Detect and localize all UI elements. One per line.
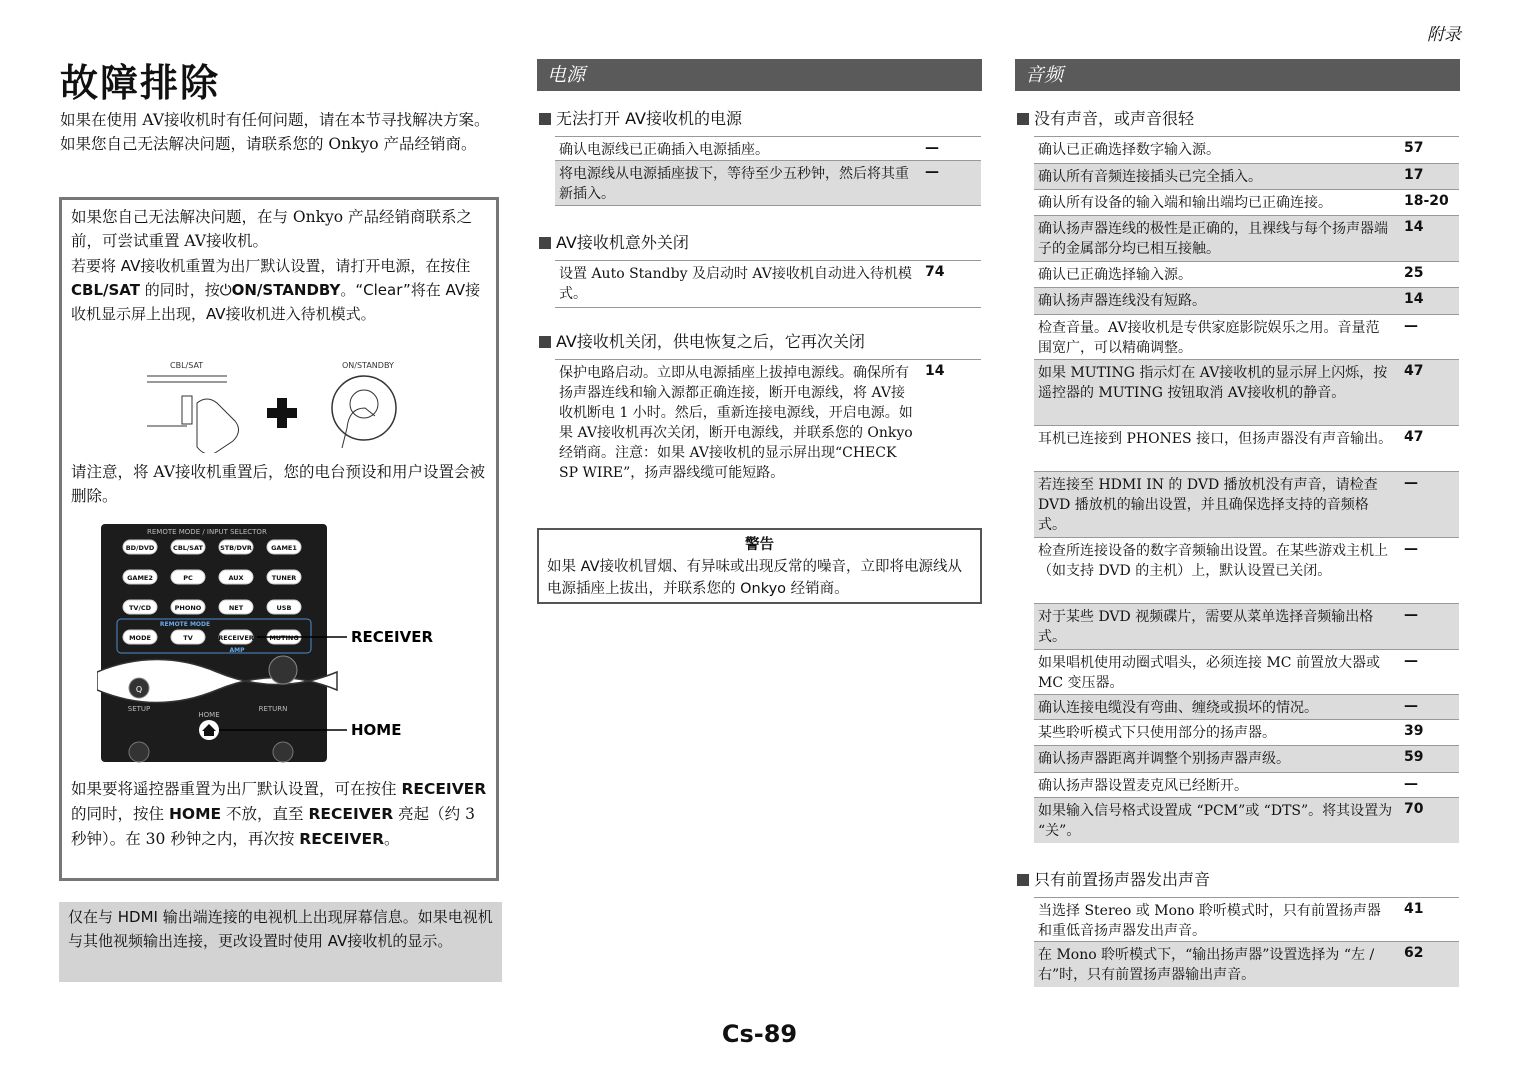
svg-text:STB/DVR: STB/DVR [220, 544, 252, 552]
svg-text:GAME2: GAME2 [127, 574, 153, 582]
svg-text:TV: TV [183, 634, 193, 642]
reset-para-2: 若要将 AV接收机重置为出厂默认设置，请打开电源，在按住 CBL/SAT 的同时，按⏻ON/STANDBY。“Clear”将在 AV接收机显示屏上出现，AV接收机进入待机模式。 [71, 257, 481, 323]
intro-text: 如果在使用 AV接收机时有任何问题，请在本节寻找解决方案。如果您自己无法解决问题，请联系您的 Onkyo 产品经销商。 [60, 111, 490, 153]
table-row: 设置 Auto Standby 及启动时 AV接收机自动进入待机模式。 74 [555, 260, 981, 308]
svg-text:AUX: AUX [228, 574, 244, 582]
svg-text:REMOTE MODE / INPUT SELECTOR: REMOTE MODE / INPUT SELECTOR [147, 528, 267, 536]
table-row: 当选择 Stereo 或 Mono 聆听模式时，只有前置扬声器和重低音扬声器发出声音。 41 [1034, 897, 1459, 941]
svg-text:RETURN: RETURN [258, 705, 288, 713]
power-icon: ⏻ [219, 281, 232, 299]
warning-box [537, 528, 982, 604]
table-row: 确认扬声器距离并调整个别扬声器声级。 59 [1034, 745, 1459, 772]
reset-para-3: 请注意，将 AV接收机重置后，您的电台预设和用户设置会被删除。 [71, 463, 486, 505]
audio-group-1-title: 没有声音，或声音很轻 [1017, 106, 1194, 129]
audio-table-1 [1034, 136, 1459, 846]
table-row: 确认扬声器连线的极性是正确的，且裸线与每个扬声器端子的金属部分均已相互接触。 14 [1034, 215, 1459, 261]
power-table-1 [555, 136, 981, 208]
audio-group-2-title: 只有前置扬声器发出声音 [1017, 867, 1210, 890]
svg-text:TUNER: TUNER [271, 574, 297, 582]
svg-text:GAME1: GAME1 [271, 544, 297, 552]
reset-para-1: 如果您自己无法解决问题，在与 Onkyo 产品经销商联系之前，可尝试重置 AV接收机。 [71, 208, 473, 250]
table-row: 如果 MUTING 指示灯在 AV接收机的显示屏上闪烁，按遥控器的 MUTING 按钮取消 AV接收机的静音。 47 [1034, 359, 1459, 425]
svg-text:PHONO: PHONO [174, 604, 202, 612]
audio-section-header: 音频 [1015, 59, 1460, 91]
power-table-3 [555, 359, 981, 507]
svg-text:SETUP: SETUP [127, 705, 151, 713]
table-row: 耳机已连接到 PHONES 接口，但扬声器没有声音输出。 47 [1034, 425, 1459, 471]
table-row: 确认扬声器连线没有短路。 14 [1034, 287, 1459, 314]
power-table-2 [555, 260, 981, 308]
reset-para-4: 如果要将遥控器重置为出厂默认设置，可在按住 RECEIVER 的同时，按住 HOME 不放，直至 RECEIVER 亮起（约 3 秒钟）。在 30 秒钟之内，再次按 RECEIVER。 [71, 780, 487, 848]
table-row: 确认连接电缆没有弯曲、缠绕或损坏的情况。 — [1034, 694, 1459, 719]
warning-text: 如果 AV接收机冒烟、有异味或出现反常的噪音，立即将电源线从电源插座上拔出，并联系您的 Onkyo 经销商。 [547, 559, 963, 597]
table-row: 对于某些 DVD 视频碟片，需要从菜单选择音频输出格式。 — [1034, 603, 1459, 649]
table-row: 确认所有设备的输入端和输出端均已正确连接。 18-20 [1034, 189, 1459, 215]
page-number: Cs-89 [721, 1020, 798, 1048]
hand-icon [197, 399, 239, 453]
svg-text:RECEIVER: RECEIVER [218, 634, 254, 642]
table-row: 确认扬声器设置麦克风已经断开。 — [1034, 772, 1459, 797]
appendix-label: 附录 [1427, 25, 1461, 45]
cbl-sat-fig-label: CBL/SAT [170, 361, 204, 370]
svg-text:MODE: MODE [129, 634, 151, 642]
svg-text:NET: NET [228, 604, 244, 612]
audio-table-2 [1034, 897, 1459, 989]
svg-text:MUTING: MUTING [269, 634, 299, 642]
svg-text:PC: PC [183, 574, 193, 582]
table-row: 如果唱机使用动圈式唱头，必须连接 MC 前置放大器或 MC 变压器。 — [1034, 649, 1459, 694]
onstandby-fig-label: ON/STANDBY [342, 361, 394, 370]
table-row: 确认所有音频连接插头已完全插入。 17 [1034, 163, 1459, 189]
power-group-2-title: AV接收机意外关闭 [539, 230, 689, 253]
svg-text:CBL/SAT: CBL/SAT [173, 544, 203, 552]
table-row: 如果输入信号格式设置成 “PCM”或 “DTS”。将其设置为 “关”。 70 [1034, 797, 1459, 843]
table-row: 确认已正确选择数字输入源。 57 [1034, 136, 1459, 163]
receiver-callout: RECEIVER [351, 628, 434, 646]
reset-instructions-box [59, 197, 499, 881]
remote-illustration [97, 522, 467, 764]
table-row: 某些聆听模式下只使用部分的扬声器。 39 [1034, 719, 1459, 745]
svg-text:AMP: AMP [229, 647, 245, 654]
table-row: 保护电路启动。立即从电源插座上拔掉电源线。确保所有扬声器连线和输入源都正确连接，断开电源线，将 AV接收机断电 1 小时。然后，重新连接电源线，开启电源。如果 AV接收机再次关闭，断开电源线，并联系您的 Onkyo 经销商。注意：如果 AV接收机的显示屏出现“CHECK SP WIRE”，扬声器线缆可能短路。 14 [555, 359, 981, 507]
power-section-header: 电源 [537, 59, 982, 91]
table-row: 在 Mono 聆听模式下，“输出扬声器”设置选择为 “左 / 右”时，只有前置扬声器输出声音。 62 [1034, 941, 1459, 987]
svg-text:USB: USB [276, 604, 292, 612]
table-row: 将电源线从电源插座拔下，等待至少五秒钟，然后将其重新插入。 — [555, 160, 981, 206]
svg-text:REMOTE MODE: REMOTE MODE [159, 621, 211, 628]
cbl-sat-button-shape [182, 396, 192, 424]
page-title: 故障排除 [60, 61, 221, 105]
table-row: 若连接至 HDMI IN 的 DVD 播放机没有声音，请检查 DVD 播放机的输出设置，并且确保选择支持的音频格式。 — [1034, 471, 1459, 537]
warning-title: 警告 [745, 537, 774, 553]
power-group-1-title: 无法打开 AV接收机的电源 [539, 106, 742, 129]
reset-button-illustration [142, 358, 422, 453]
table-row: 检查所连接设备的数字音频输出设置。在某些游戏主机上（如支持 DVD 的主机）上，默认设置已关闭。 — [1034, 537, 1459, 603]
power-group-3-title: AV接收机关闭，供电恢复之后，它再次关闭 [539, 329, 865, 352]
table-row: 确认电源线已正确插入电源插座。 — [555, 136, 981, 160]
screen-info-note: 仅在与 HDMI 输出端连接的电视机上出现屏幕信息。如果电视机与其他视频输出连接，更改设置时使用 AV接收机的显示。 [59, 902, 502, 982]
svg-text:Q: Q [135, 685, 143, 694]
svg-text:TV/CD: TV/CD [128, 604, 152, 612]
svg-text:HOME: HOME [198, 711, 220, 719]
table-row: 确认已正确选择输入源。 25 [1034, 261, 1459, 287]
home-callout: HOME [351, 721, 402, 739]
svg-text:BD/DVD: BD/DVD [125, 544, 155, 552]
table-row: 检查音量。AV接收机是专供家庭影院娱乐之用。音量范围宽广，可以精确调整。 — [1034, 314, 1459, 359]
